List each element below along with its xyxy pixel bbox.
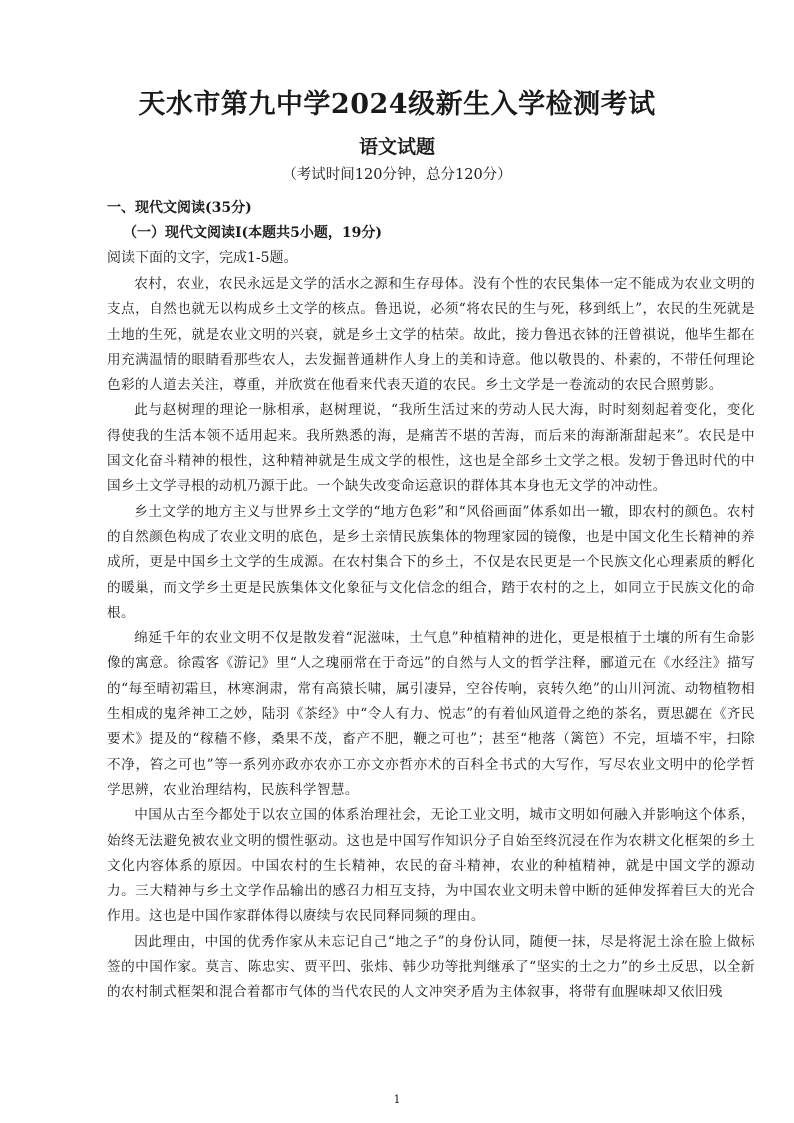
section-heading: 一、现代文阅读(35分) (107, 200, 252, 216)
exam-info: （考试时间120分钟，总分120分） (282, 167, 512, 183)
exam-title: 天水市第九中学2024级新生入学检测考试 (138, 89, 656, 120)
passage-paragraph: 乡土文学的地方主义与世界乡土文学的“地方色彩”和“风俗画面”体系如出一辙，即农村的颜色。农村的自然颜色构成了农业文明的底色，是乡土亲情民族集体的物理家园的镜像，也是中国文化生长精神的养成所，更是中国乡土文学的生成源。在农村集合下的乡土，不仅是农民更是一个民族文化心理素质的孵化的暖巢，而文学乡土更是民族集体文化象征与文化信念的组合，踏于农村的之上，如同立于民族文化的命根。 (107, 503, 755, 621)
passage-paragraph: 此与赵树理的理论一脉相承，赵树理说，“我所生活过来的劳动人民大海，时时刻刻起着变化，变化得使我的生活本领不适用起来。我所熟悉的海，是痛苦不堪的苦海，而后来的海渐渐甜起来”。农民是中国文化奋斗精神的根性，这种精神就是生成文学的根性，这也是全部乡土文学之根。发轫于鲁迅时代的中国乡土文学寻根的动机乃源于此。一个缺失改变命运意识的群体其本身也无文学的冲动性。 (107, 402, 755, 495)
passage-paragraph: 因此理由，中国的优秀作家从未忘记自己“地之子”的身份认同，随便一抹，尽是将泥土涂在脸上做标签的中国作家。莫言、陈忠实、贾平凹、张炜、韩少功等批判继承了“坚实的土之力”的乡土反思，以全新的农村制式框架和混合着都市气体的当代农民的人文冲突矛盾为主体叙事，将带有血腥味却又依旧残 (107, 933, 755, 1001)
subject-title: 语文试题 (358, 136, 435, 158)
page-number: 1 (393, 1093, 401, 1106)
subsection-heading: （一）现代文阅读Ⅰ(本题共5小题，19分) (123, 225, 383, 241)
passage-paragraph: 中国从古至今都处于以农立国的体系治理社会，无论工业文明，城市文明如何融入并影响这个体系，始终无法避免被农业文明的惯性驱动。这也是中国写作知识分子自始至终沉浸在作为农耕文化框架的乡土文化内容体系的原因。中国农村的生长精神，农民的奋斗精神，农业的种植精神，就是中国文学的源动力。三大精神与乡土文学作品输出的感召力相互支持，为中国农业文明未曾中断的延伸发挥着巨大的光合作用。这也是中国作家群体得以赓续与农民同释同频的理由。 (107, 807, 755, 925)
reading-instruction: 阅读下面的文字，完成1-5题。 (107, 250, 298, 266)
passage-paragraph: 绵延千年的农业文明不仅是散发着“泥滋味，土气息”种植精神的进化，更是根植于土壤的所有生命影像的寓意。徐霞客《游记》里“人之瑰丽常在于奇远”的自然与人文的哲学注释，郦道元在《水经注》描写的“每至晴初霜旦，林寒涧肃，常有高猿长啸，属引凄异，空谷传响，哀转久绝”的山川河流、动物植物相生相成的鬼斧神工之妙，陆羽《茶经》中“令人有力、悦志”的有着仙风道骨之绝的茶名，贾思勰在《齐民要术》提及的“稼穑不修，桑果不茂，畜产不肥，鞭之可也”；甚至“杝落（篱笆）不完，垣墙不牢，扫除不净，笞之可也”等一系列亦政亦农亦工亦文亦哲亦术的百科全书式的大写作，写尽农业文明中的伦学哲学思辨，农业治理结构，民族科学智慧。 (107, 630, 755, 798)
reading-passage (107, 272, 755, 1006)
passage-paragraph: 农村，农业，农民永远是文学的活水之源和生存母体。没有个性的农民集体一定不能成为农业文明的支点，自然也就无以构成乡土文学的核点。鲁迅说，必须“将农民的生与死，移到纸上”，农民的生死就是土地的生死，就是农业文明的兴衰，就是乡土文学的枯荣。故此，接力鲁迅衣钵的汪曾祺说，他毕生都在用充满温情的眼睛看那些农人，去发掘普通耕作人身上的美和诗意。他以敬畏的、朴素的，不带任何理论色彩的人道去关注，尊重，并欣赏在他看来代表天道的农民。乡土文学是一卷流动的农民合照剪影。 (107, 276, 755, 394)
